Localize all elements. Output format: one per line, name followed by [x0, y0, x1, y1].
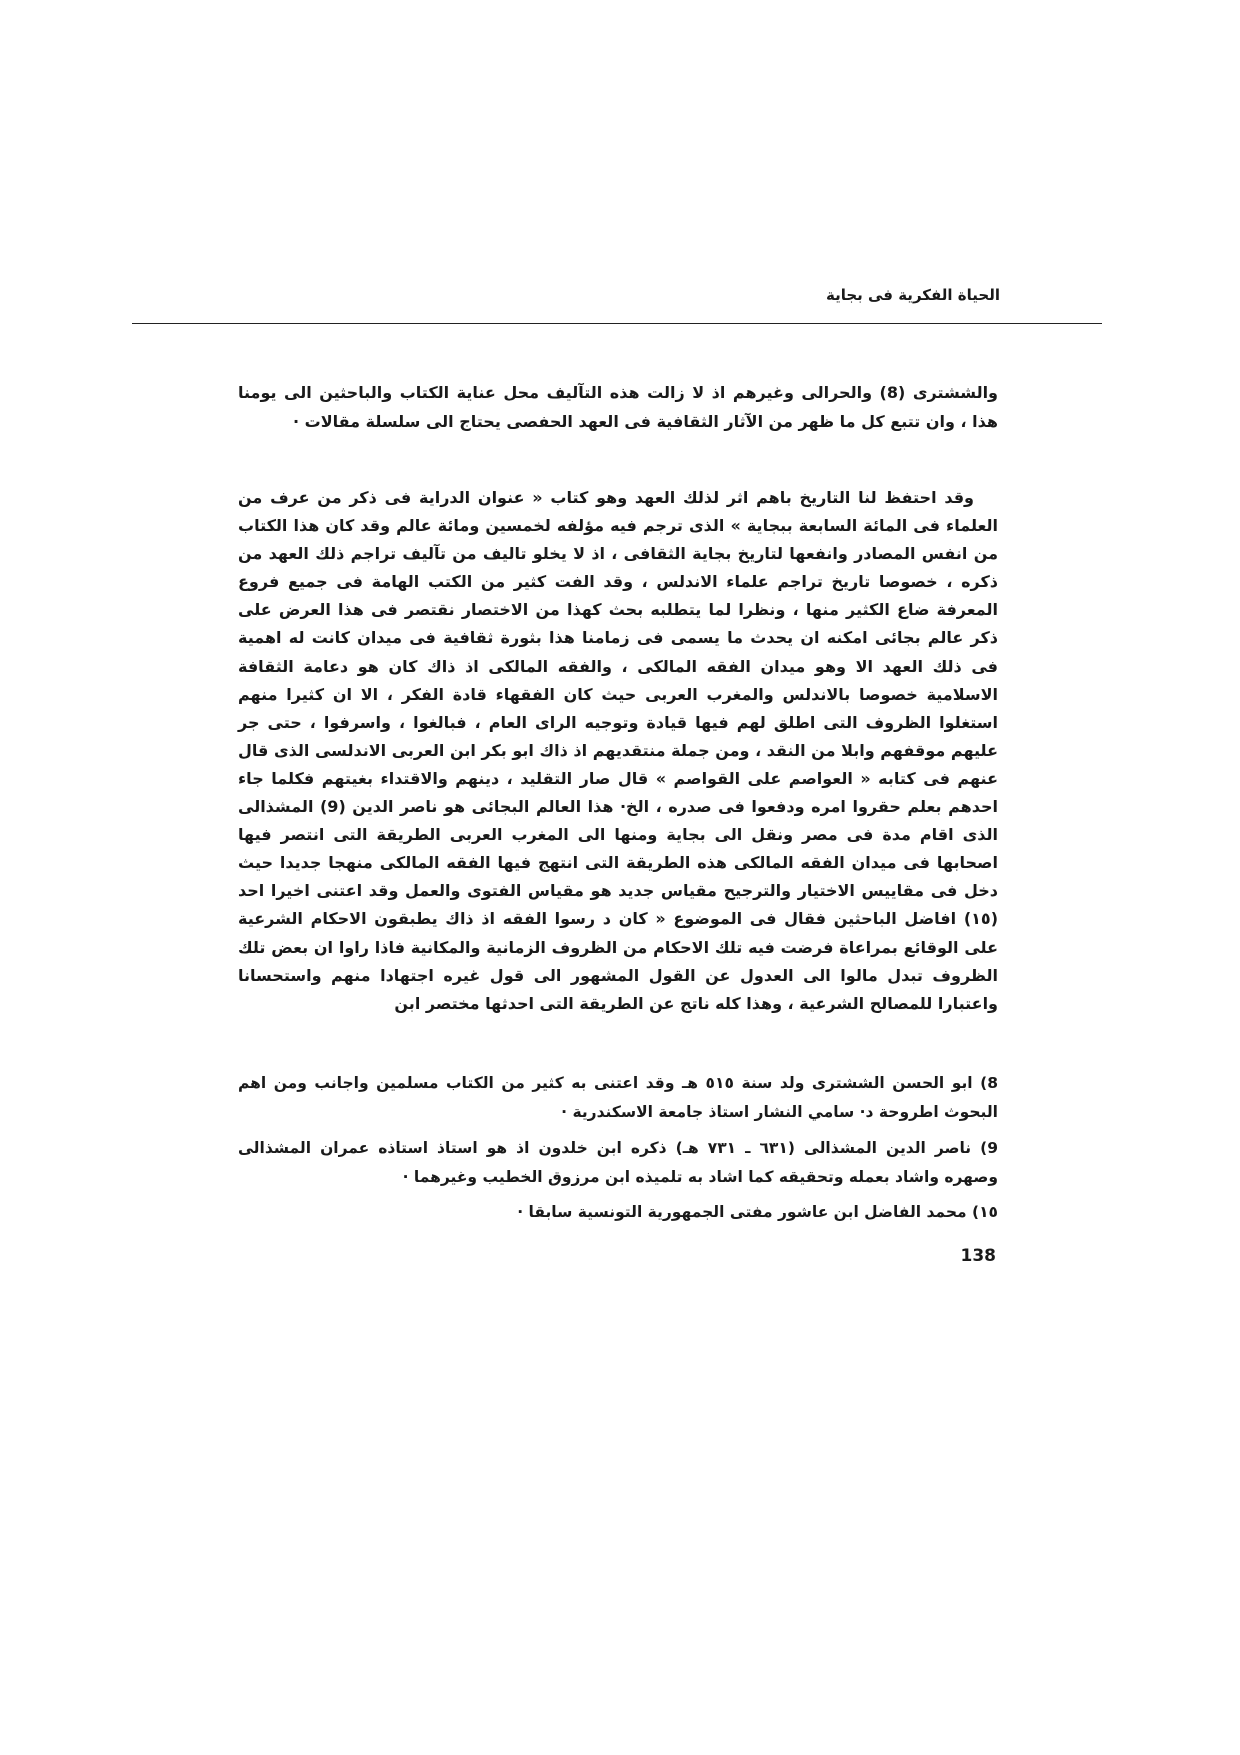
footnote-9: 9) ناصر الدين المشذالى (٦٣١ ـ ٧٣١ هـ) ذكره ابن خلدون اذ هو استاذ استاذه عمران المشذالى وصهره واشاد بعمله وتحقيقه كما اشاد به تلميذه ابن مرزوق الخطيب وغيرهما ·	[238, 1139, 998, 1186]
running-head-title: الحياة الفكرية فى بجاية	[825, 286, 1000, 304]
body-paragraph-1: والششترى (8) والحرالى وغيرهم اذ لا زالت هذه التآليف محل عناية الكتاب والباحثين الى يومنا هذا ، وان تتبع كل ما ظهر من الآثار الثقافية فى العهد الحفصى يحتاج الى سلسلة مقالات ·	[238, 383, 999, 431]
footnote-10: ١٥) محمد الفاضل ابن عاشور مفتى الجمهورية التونسية سابقا ·	[517, 1203, 998, 1221]
footnote-8: 8) ابو الحسن الششترى ولد سنة ٥١٥ هـ وقد اعتنى به كثير من الكتاب مسلمين واجانب ومن اهم البحوث اطروحة د· سامي النشار استاذ جامعة الاسكندرية ·	[238, 1074, 999, 1121]
header-rule	[132, 323, 1102, 324]
body-paragraph-2-text: وقد احتفظ لنا التاريخ باهم اثر لذلك العهد وهو كتاب « عنوان الدراية فى ذكر من عرف من العلماء فى المائة السابعة ببجاية » الذى ترجم فيه مؤلفه لخمسين ومائة عالم وقد كان هذا الكتاب من انفس المصادر وانفعها لتاريخ بجاية الثقافى ، اذ لا يخلو تاليف من تآليف تراجم ذلك العهد من ذكره ، خصوصا تاريخ تراجم علماء الاندلس ، وقد الفت كثير من الكتب الهامة فى جميع فروع المعرفة ضاع الكثير منها ، ونظرا لما يتطلبه بحث كهذا من الاختصار نقتصر فى هذا العرض على ذكر عالم بجائى امكنه ان يحدث ما يسمى فى زمامنا هذا بثورة ثقافية فى ميدان كانت له اهمية فى ذلك العهد الا وهو ميدان الفقه المالكى ، والفقه المالكى اذ ذاك كان هو دعامة الثقافة الاسلامية خصوصا بالاندلس والمغرب العربى حيث كان الفقهاء قادة الفكر ، الا ان كثيرا منهم استغلوا الظروف التى اطلق لهم فيها قيادة وتوجيه الراى العام ، فبالغوا ، واسرفوا ، حتى جر عليهم موقفهم وابلا من النقد ، ومن جملة منتقديهم اذ ذاك ابو بكر ابن العربى الاندلسى الذى قال عنهم فى كتابه « العواصم على القواصم » قال صار التقليد ، دينهم والاقتداء بغيتهم فكلما جاء احدهم بعلم حقروا امره ودفعوا فى صدره ، الخ· هذا العالم البجائى هو ناصر الدين (9) المشذالى الذى اقام مدة فى مصر ونقل الى بجاية ومنها الى المغرب العربى الطريقة التى انتصر فيها اصحابها فى ميدان الفقه المالكى هذه الطريقة التى انتهج فيها الفقه المالكى منهجا جديدا حيث دخل فى مقاييس الاختيار والترجيح مقياس جديد هو مقياس الفتوى والعمل وقد اعتنى اخيرا احد (١٥) افاضل الباحثين فقال فى الموضوع « كان د رسوا الفقه اذ ذاك يطبقون الاحكام الشرعية على الوقائع بمراعاة فرضت فيه تلك الاحكام من الظروف الزمانية والمكانية فاذا راوا ان بعض تلك الظروف تبدل مالوا الى العدول عن القول المشهور الى قول غيره اجتهادا منهم واستحسانا واعتبارا للمصالح الشرعية ، وهذا كله ناتج عن الطريقة التى احدثها مختصر ابن	[238, 488, 999, 1013]
page-number: 138	[960, 1246, 996, 1266]
body-paragraph-2	[238, 484, 998, 1018]
